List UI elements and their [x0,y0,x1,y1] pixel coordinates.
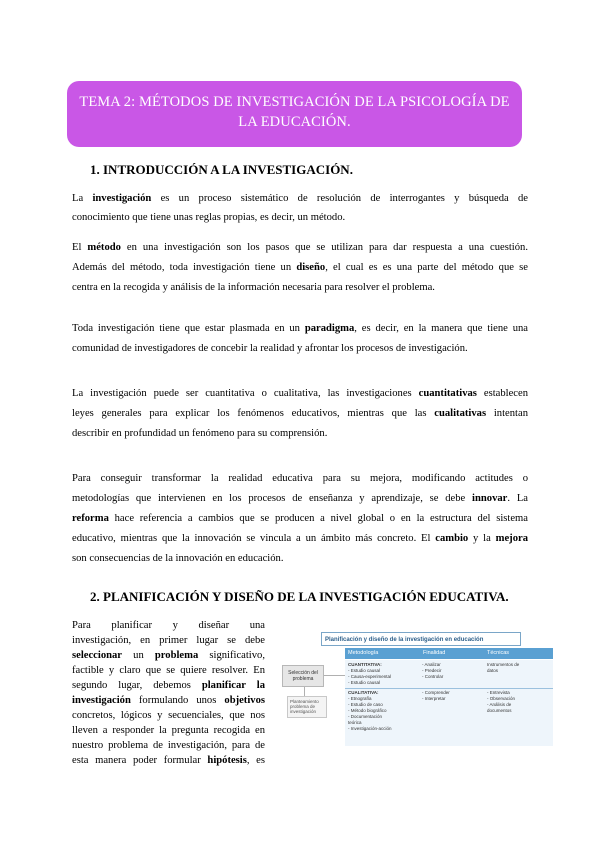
diagram-connector-v [304,687,305,696]
planning-diagram [282,632,554,752]
p2-line-1: El método en una investigación son los pasos que se utilizan para dar respuesta a una cuestión. [72,242,528,253]
s2-line-10: esta manera poder formular hipótesis, es [72,755,265,766]
s2-line-5: segundo lugar, debemos planificar la [72,680,265,691]
row1-techniques: Instrumentos de datos [487,662,520,673]
title-banner [67,81,522,147]
diagram-title: Planificación y diseño de la investigación en educación [321,632,521,646]
header-methodology: Metodología [348,650,379,656]
diagram-problem-sub: Planteamiento problema de investigación [287,696,327,718]
p2-line-2: Además del método, toda investigación tiene un diseño, el cual es es una parte del método que se [72,262,528,273]
p5-line-5: son consecuencias de la innovación en educación. [72,553,284,564]
s2-line-6: investigación formulando unos objetivos [72,695,265,706]
header-purpose: Finalidad [423,650,446,656]
row1-methodology: CUANTITATIVA: - Estudio causal - Causa-experimental - Estudio causal [348,662,392,685]
diagram-row-divider [345,688,553,689]
row1-purpose: - Analizar - Predecir - Controlar [422,662,444,679]
title-line-1: TEMA 2: MÉTODOS DE INVESTIGACIÓN DE LA PSICOLOGÍA DE [79,94,510,110]
p2-line-3: centra en la recogida y análisis de la información necesaria para resolver el problema. [72,282,435,293]
s2-line-4: factible y claro que se quiere resolver. En [72,665,265,676]
s2-line-2: investigación, en primer lugar se debe [72,635,265,646]
s2-line-1: Para planificar y diseñar una [72,620,265,631]
section1-heading: 1. INTRODUCCIÓN A LA INVESTIGACIÓN. [90,162,353,177]
s2-line-7: concretos, lógicos y secuenciales, que nos [72,710,265,721]
diagram-header [345,648,553,659]
p5-line-1: Para conseguir transformar la realidad educativa para su mejora, modificando actitudes o [72,473,528,484]
p4-line-1: La investigación puede ser cuantitativa o cualitativa, las investigaciones cuantitativas establecen [72,388,528,399]
header-techniques: Técnicas [487,650,510,656]
s2-line-8: lleven a responder la pregunta recogida en [72,725,265,736]
diagram-problem-box: Selección del problema [282,665,324,687]
p1-line-2: conocimiento que tiene unas reglas propias, es decir, un método. [72,212,346,223]
p4-line-2: leyes generales para explicar los fenómenos educativos, mientras que las cualitativas intentan [72,408,528,419]
p3-line-2: comunidad de investigadores de concebir la realidad y afrontar los procesos de investigación. [72,343,468,354]
s2-line-3: seleccionar un problema significativo, [72,650,265,661]
row2-purpose: - Comprender - Interpretar [422,690,450,701]
row2-techniques: - Entrevista - Observación - Análisis de documentos [487,690,516,713]
title-line-2: LA EDUCACIÓN. [238,114,351,130]
row2-methodology: CUALITATIVA: - Etnografía - Estudio de caso - Método biográfico - Documentación teórica - Investigación-acción [348,690,392,731]
p5-line-4: educativo, mientras que la innovación se vincula a un ámbito más concreto. El cambio y la mejora [72,533,528,544]
p5-line-3: reforma hace referencia a cambios que se producen a nivel global o en la estructura del sistema [72,513,528,524]
diagram-connector [324,675,345,676]
section2-heading: 2. PLANIFICACIÓN Y DISEÑO DE LA INVESTIGACIÓN EDUCATIVA. [90,589,509,604]
p1-line-1: La investigación es un proceso sistemático de resolución de interrogantes y búsqueda de [72,193,528,204]
p5-line-2: metodologías que intervienen en los procesos de enseñanza y aprendizaje, se debe innovar. La [72,493,528,504]
s2-line-9: nuestro problema de investigación, para de [72,740,265,751]
p3-line-1: Toda investigación tiene que estar plasmada en un paradigma, es decir, en la manera que tiene una [72,323,528,334]
p4-line-3: describir en profundidad un fenómeno para su comprensión. [72,428,328,439]
